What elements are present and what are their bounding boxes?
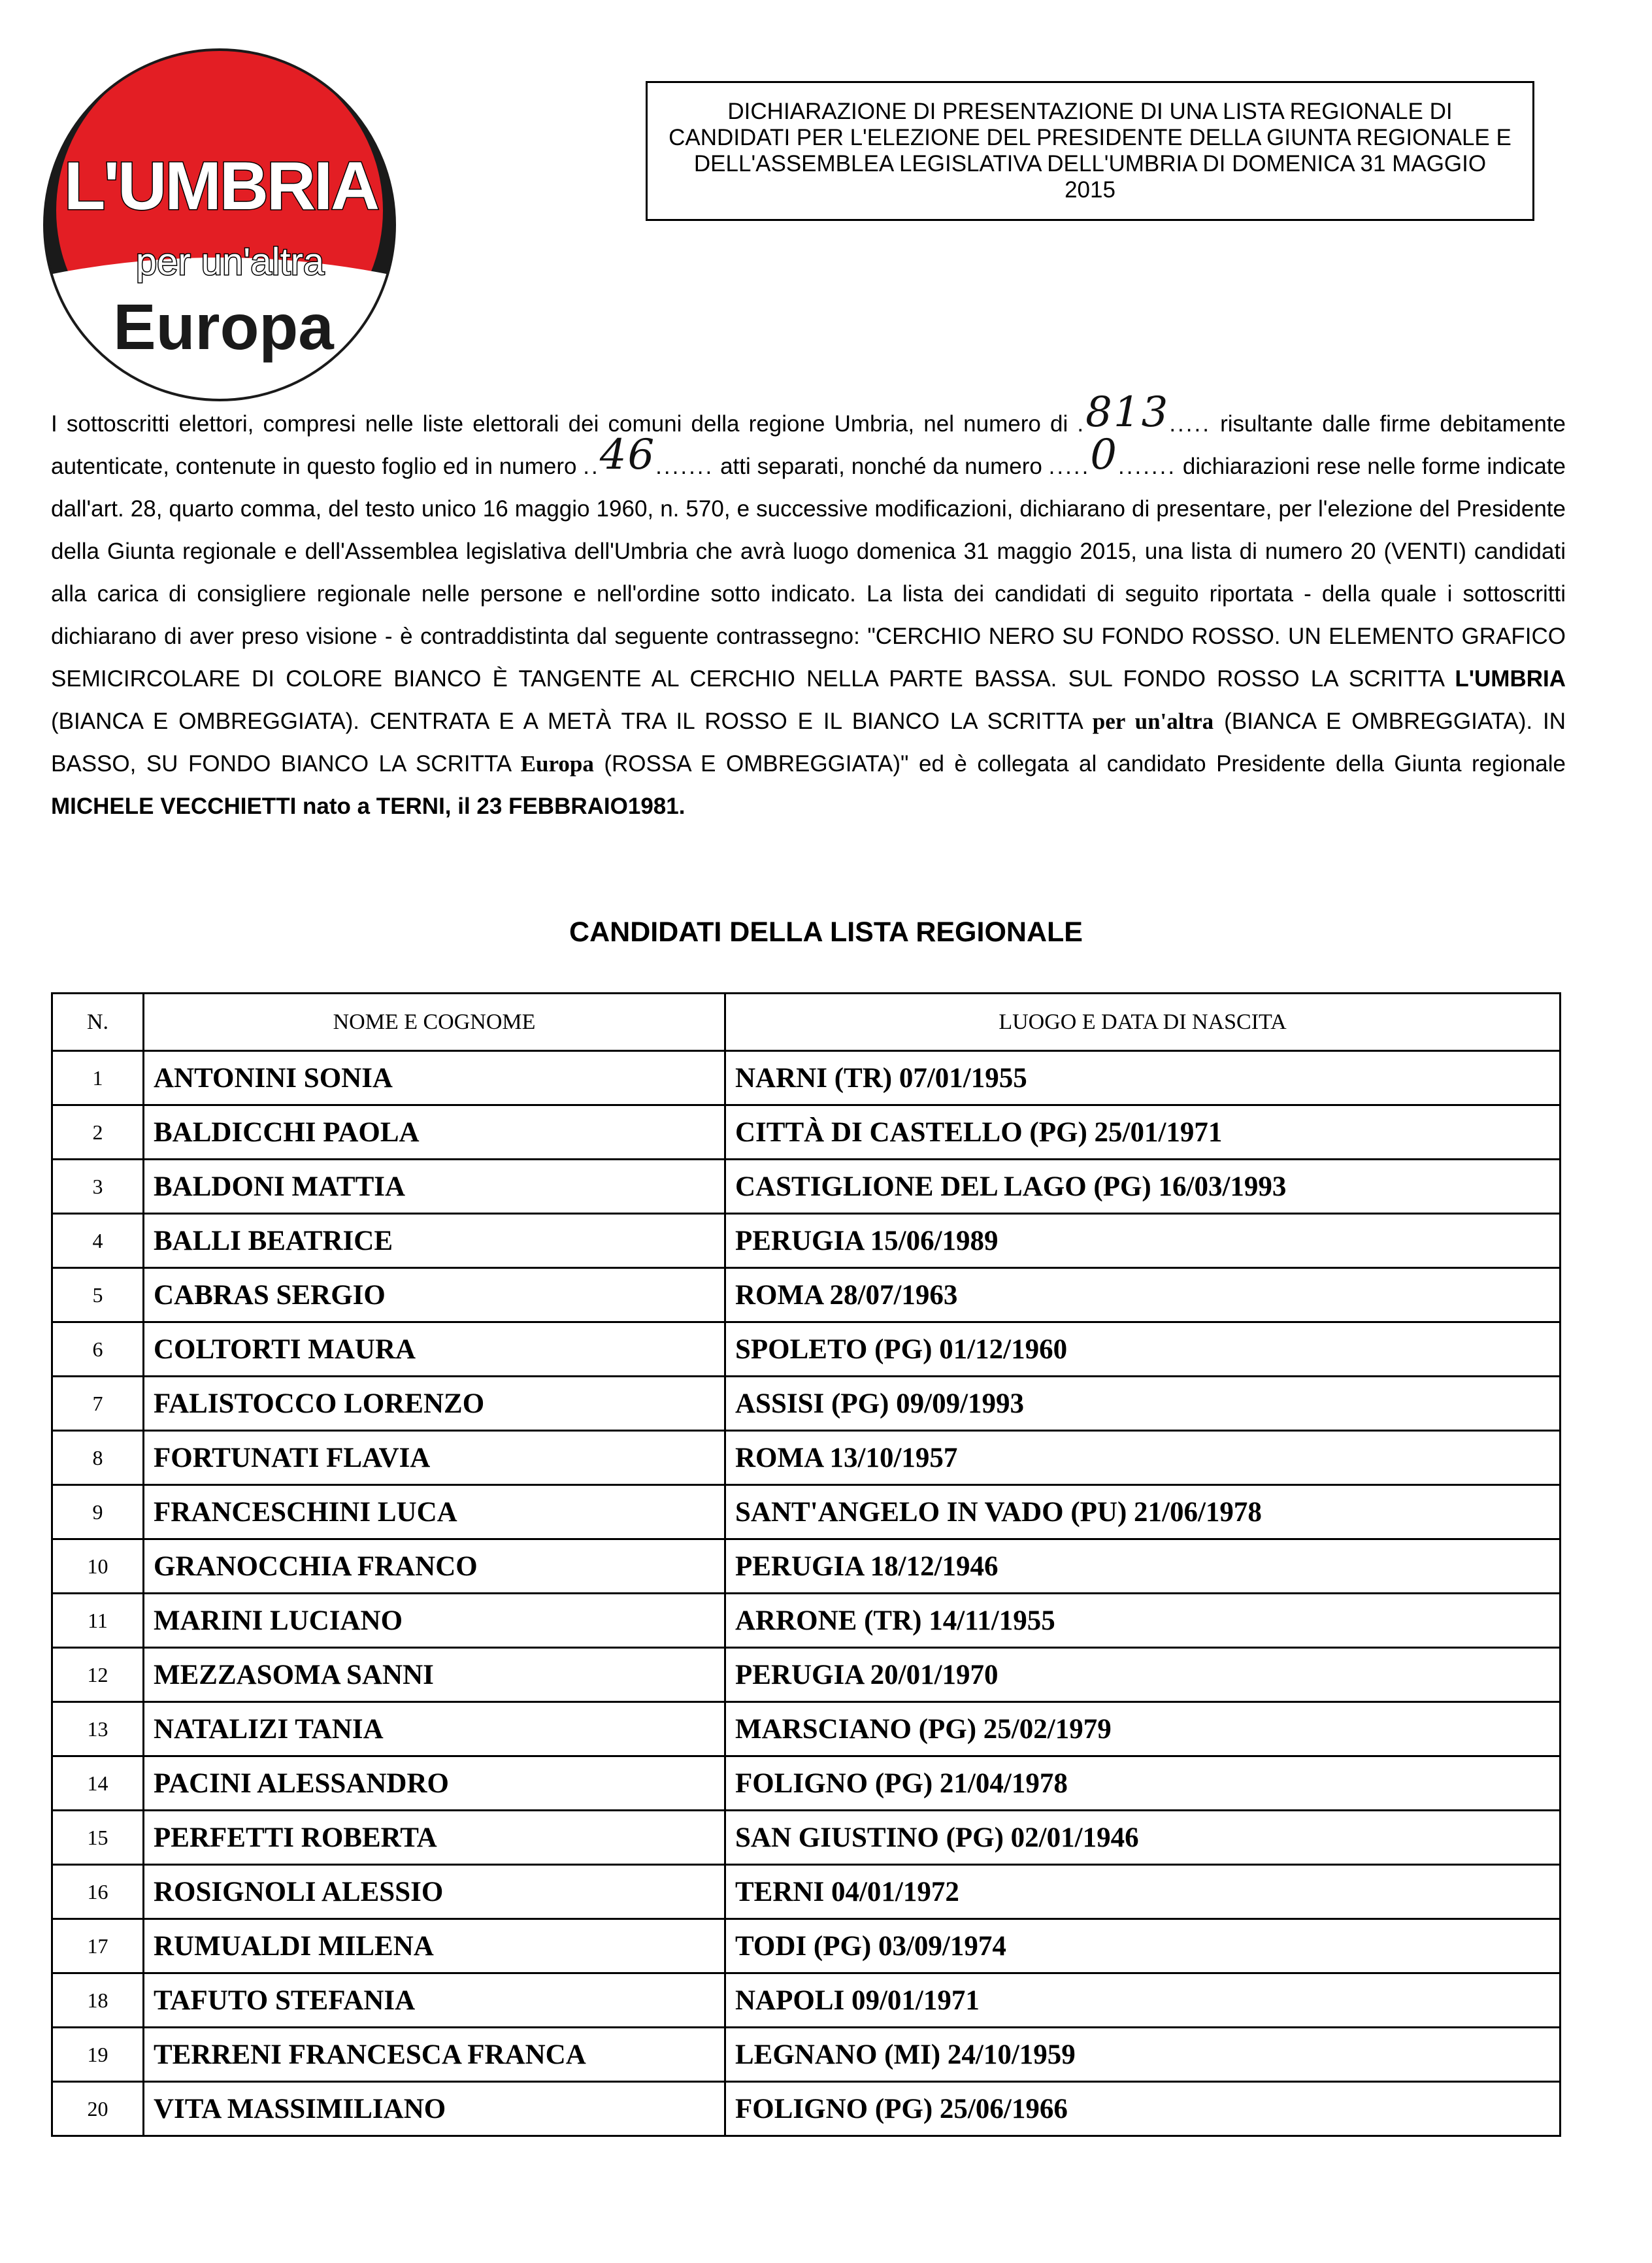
candidate-name: TERRENI FRANCESCA FRANCA xyxy=(144,2028,725,2082)
candidate-name: GRANOCCHIA FRANCO xyxy=(144,1539,725,1594)
table-header-row xyxy=(52,994,1561,1051)
dotted-blank: ....... xyxy=(655,454,714,479)
dotted-blank: ....... xyxy=(1118,454,1177,479)
handwritten-acts-count: 46 xyxy=(599,431,656,479)
column-header-name: NOME E COGNOME xyxy=(144,994,725,1051)
birth-place-date: SAN GIUSTINO (PG) 02/01/1946 xyxy=(725,1811,1561,1865)
column-header-number: N. xyxy=(52,994,144,1051)
birth-place-date: NAPOLI 09/01/1971 xyxy=(725,1973,1561,2028)
column-header-birth: LUOGO E DATA DI NASCITA xyxy=(725,994,1561,1051)
candidate-name: NATALIZI TANIA xyxy=(144,1702,725,1756)
row-number: 18 xyxy=(52,1973,144,2028)
birth-place-date: ASSISI (PG) 09/09/1993 xyxy=(725,1377,1561,1431)
table-row xyxy=(52,1594,1561,1648)
logo-text-per-unaltra: per un'altra xyxy=(135,241,325,283)
body-text-part: (BIANCA E OMBREGGIATA). CENTRATA E A METÀ TRA IL ROSSO E IL BIANCO LA SCRITTA xyxy=(51,709,1093,734)
table-row xyxy=(52,1919,1561,1973)
candidate-name: PERFETTI ROBERTA xyxy=(144,1811,725,1865)
birth-place-date: PERUGIA 20/01/1970 xyxy=(725,1648,1561,1702)
row-number: 19 xyxy=(52,2028,144,2082)
row-number: 1 xyxy=(52,1051,144,1105)
birth-place-date: TERNI 04/01/1972 xyxy=(725,1865,1561,1919)
table-row xyxy=(52,1648,1561,1702)
birth-place-date: MARSCIANO (PG) 25/02/1979 xyxy=(725,1702,1561,1756)
candidate-name: TAFUTO STEFANIA xyxy=(144,1973,725,2028)
bold-text: Europa xyxy=(520,751,594,777)
president-candidate: MICHELE VECCHIETTI nato a TERNI, il 23 FEBBRAIO1981. xyxy=(51,794,686,819)
bold-text: L'UMBRIA xyxy=(1455,666,1566,692)
table-row xyxy=(52,1322,1561,1377)
birth-place-date: CASTIGLIONE DEL LAGO (PG) 16/03/1993 xyxy=(725,1160,1561,1214)
party-logo xyxy=(37,42,403,408)
birth-place-date: PERUGIA 15/06/1989 xyxy=(725,1214,1561,1268)
birth-place-date: TODI (PG) 03/09/1974 xyxy=(725,1919,1561,1973)
candidate-name: PACINI ALESSANDRO xyxy=(144,1756,725,1811)
row-number: 17 xyxy=(52,1919,144,1973)
handwritten-signatures-count: 813 xyxy=(1085,388,1170,437)
candidate-name: MEZZASOMA SANNI xyxy=(144,1648,725,1702)
body-text-part: risultante dalle firme debitamente autenticate, contenute in questo foglio ed in numero xyxy=(51,411,1566,479)
declaration-body xyxy=(51,388,1566,828)
table-row xyxy=(52,1756,1561,1811)
logo-text-umbria: L'UMBRIA xyxy=(63,148,378,224)
body-text-part: dichiarazioni rese nelle forme indicate dall'art. 28, quarto comma, del testo unico 16 maggio 1960, n. 570, e successive modificazioni, dichiarano di presentare, per l'elezione del Presidente della Giunta regionale e dell'Assemblea legislativa dell'Umbria che avrà luogo domenica 31 maggio 2015, una lista di numero 20 (VENTI) candidati alla carica di consigliere regionale nelle persone e nell'ordine sotto indicato. La lista dei candidati di seguito riportata - della quale i sottoscritti dichiarano di aver preso visione - è contraddistinta dal seguente contrassegno: "CERCHIO NERO SU FONDO ROSSO. UN ELEMENTO GRAFICO SEMICIRCOLARE DI COLORE BIANCO È TANGENTE AL CERCHIO NELLA PARTE BASSA. SUL FONDO ROSSO LA SCRITTA xyxy=(51,454,1566,692)
birth-place-date: SANT'ANGELO IN VADO (PU) 21/06/1978 xyxy=(725,1485,1561,1539)
candidate-name: BALDONI MATTIA xyxy=(144,1160,725,1214)
candidate-name: COLTORTI MAURA xyxy=(144,1322,725,1377)
table-row xyxy=(52,1485,1561,1539)
table-row xyxy=(52,1377,1561,1431)
dotted-blank: . xyxy=(1077,411,1086,437)
table-row xyxy=(52,1539,1561,1594)
dotted-blank: .. xyxy=(583,454,600,479)
table-row xyxy=(52,1105,1561,1160)
candidate-name: FALISTOCCO LORENZO xyxy=(144,1377,725,1431)
row-number: 3 xyxy=(52,1160,144,1214)
dotted-blank: ..... xyxy=(1048,454,1091,479)
body-text-part: (BIANCA E OMBREGGIATA). IN BASSO, SU FONDO BIANCO LA SCRITTA xyxy=(51,709,1566,777)
row-number: 14 xyxy=(52,1756,144,1811)
candidate-name: RUMUALDI MILENA xyxy=(144,1919,725,1973)
row-number: 4 xyxy=(52,1214,144,1268)
candidate-name: BALDICCHI PAOLA xyxy=(144,1105,725,1160)
candidates-table xyxy=(51,992,1561,2137)
birth-place-date: ARRONE (TR) 14/11/1955 xyxy=(725,1594,1561,1648)
table-row xyxy=(52,2082,1561,2136)
candidate-name: FRANCESCHINI LUCA xyxy=(144,1485,725,1539)
row-number: 10 xyxy=(52,1539,144,1594)
table-row xyxy=(52,1160,1561,1214)
handwritten-declarations-count: 0 xyxy=(1090,431,1119,479)
row-number: 5 xyxy=(52,1268,144,1322)
candidate-name: CABRAS SERGIO xyxy=(144,1268,725,1322)
birth-place-date: LEGNANO (MI) 24/10/1959 xyxy=(725,2028,1561,2082)
candidate-name: ANTONINI SONIA xyxy=(144,1051,725,1105)
birth-place-date: SPOLETO (PG) 01/12/1960 xyxy=(725,1322,1561,1377)
row-number: 11 xyxy=(52,1594,144,1648)
row-number: 13 xyxy=(52,1702,144,1756)
table-row xyxy=(52,1214,1561,1268)
row-number: 7 xyxy=(52,1377,144,1431)
row-number: 16 xyxy=(52,1865,144,1919)
logo-text-europa: Europa xyxy=(113,291,334,363)
birth-place-date: CITTÀ DI CASTELLO (PG) 25/01/1971 xyxy=(725,1105,1561,1160)
table-row xyxy=(52,1865,1561,1919)
candidate-name: VITA MASSIMILIANO xyxy=(144,2082,725,2136)
bold-text: per un'altra xyxy=(1092,709,1214,734)
declaration-title: DICHIARAZIONE DI PRESENTAZIONE DI UNA LISTA REGIONALE DI CANDIDATI PER L'ELEZIONE DEL PRESIDENTE DELLA GIUNTA REGIONALE E DELL'ASSEMBLEA LEGISLATIVA DELL'UMBRIA DI DOMENICA 31 MAGGIO 2015 xyxy=(669,99,1512,203)
table-row xyxy=(52,2028,1561,2082)
row-number: 20 xyxy=(52,2082,144,2136)
candidate-name: FORTUNATI FLAVIA xyxy=(144,1431,725,1485)
candidate-name: BALLI BEATRICE xyxy=(144,1214,725,1268)
body-text-part: I sottoscritti elettori, compresi nelle liste elettorali dei comuni della regione Umbria, nel numero di xyxy=(51,411,1078,437)
table-row xyxy=(52,1431,1561,1485)
row-number: 15 xyxy=(52,1811,144,1865)
birth-place-date: FOLIGNO (PG) 25/06/1966 xyxy=(725,2082,1561,2136)
row-number: 6 xyxy=(52,1322,144,1377)
birth-place-date: FOLIGNO (PG) 21/04/1978 xyxy=(725,1756,1561,1811)
row-number: 2 xyxy=(52,1105,144,1160)
dotted-blank: ..... xyxy=(1169,411,1211,437)
declaration-header-box xyxy=(646,81,1534,221)
section-title: CANDIDATI DELLA LISTA REGIONALE xyxy=(569,916,1083,948)
table-row xyxy=(52,1702,1561,1756)
table-row xyxy=(52,1051,1561,1105)
table-row xyxy=(52,1268,1561,1322)
table-row xyxy=(52,1973,1561,2028)
birth-place-date: ROMA 28/07/1963 xyxy=(725,1268,1561,1322)
row-number: 12 xyxy=(52,1648,144,1702)
body-text-part: atti separati, nonché da numero xyxy=(714,454,1049,479)
row-number: 8 xyxy=(52,1431,144,1485)
row-number: 9 xyxy=(52,1485,144,1539)
birth-place-date: PERUGIA 18/12/1946 xyxy=(725,1539,1561,1594)
candidate-name: MARINI LUCIANO xyxy=(144,1594,725,1648)
birth-place-date: ROMA 13/10/1957 xyxy=(725,1431,1561,1485)
candidate-name: ROSIGNOLI ALESSIO xyxy=(144,1865,725,1919)
birth-place-date: NARNI (TR) 07/01/1955 xyxy=(725,1051,1561,1105)
body-text-part: (ROSSA E OMBREGGIATA)" ed è collegata al candidato Presidente della Giunta regionale xyxy=(593,751,1566,777)
table-row xyxy=(52,1811,1561,1865)
